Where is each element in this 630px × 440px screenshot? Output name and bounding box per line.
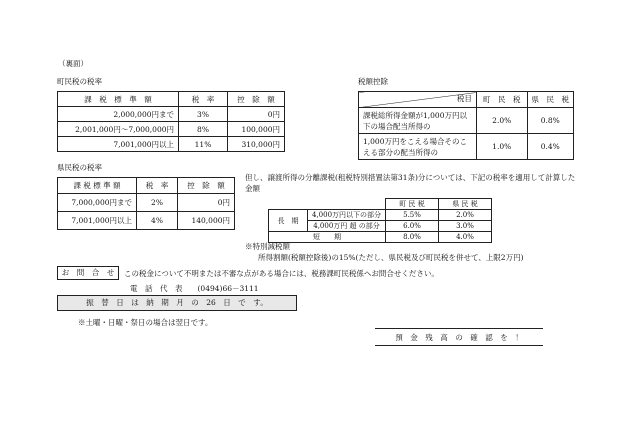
town-tax-table (57, 91, 285, 152)
prefecture-tax-title: 県民税の税率 (57, 163, 102, 172)
transfer-col-town: 町 民 税 (386, 199, 439, 210)
contact-phone: 電 話 代 表 (0494)66－3111 (130, 284, 259, 293)
table-row: 課税総所得金額が1,000万円以下の場合配当所得の 2.0% 0.8% (359, 108, 574, 134)
contact-text: この税金について不明または不審な点がある場合には、税務課町民税係へお問合せください。 (124, 269, 439, 278)
deduction-title: 税額控除 (358, 77, 388, 86)
table-row: 4,000万円 超 の部分 6.0% 3.0% (269, 221, 492, 232)
table-row: 7,000,000円まで 2% 0円 (58, 194, 235, 212)
table-row: 7,001,000円以上 4% 140,000円 (58, 212, 235, 230)
town-col-rate: 税 率 (179, 92, 228, 107)
balance-notice: 預 金 残 高 の 確 認 を ！ (395, 333, 523, 342)
deduction-corner-label: 税目 (359, 92, 477, 108)
deduction-col-pref: 県 民 税 (527, 92, 574, 108)
town-col-base: 課 税 標 準 額 (58, 92, 179, 107)
long-term-label: 長 期 (269, 210, 308, 232)
pref-col-deduction: 控 除 額 (178, 178, 235, 194)
prefecture-tax-table (57, 177, 235, 230)
transfer-day-notice: 振 替 日 は 納 期 月 の 26 日 で す。 (57, 295, 297, 311)
pref-col-rate: 税 率 (137, 178, 178, 194)
deduction-table (358, 91, 574, 160)
table-row: 短 期 8.0% 4.0% (269, 232, 492, 243)
back-side-label: （裏面） (58, 59, 88, 68)
holiday-note: ※土曜・日曜・祭日の場合は翌日です。 (78, 318, 213, 327)
transfer-note: 但し、譲渡所得の分離課税(租税特別措置法第31条)分については、下記の税率を適用して計算した金額 (245, 173, 576, 193)
pref-col-base: 課 税 標 準 額 (58, 178, 137, 194)
special-reduction-title: ※特別減税額 (245, 242, 290, 251)
transfer-table (268, 198, 492, 243)
special-reduction-text: 所得割額(税額控除後)の15%(ただし、県民税及び町民税を併せて、上限2万円) (258, 253, 524, 262)
table-row: 7,001,000円以上 11% 310,000円 (58, 137, 285, 152)
town-col-deduction: 控 除 額 (228, 92, 285, 107)
town-tax-title: 町民税の税率 (57, 77, 102, 86)
table-row: 長 期 4,000万円以下の部分 5.5% 2.0% (269, 210, 492, 221)
balance-bottom-line (375, 345, 543, 346)
table-row: 2,001,000円～7,000,000円 8% 100,000円 (58, 122, 285, 137)
table-row: 1,000万円をこえる場合そのこえる部分の配当所得の 1.0% 0.4% (359, 134, 574, 160)
balance-top-line (375, 328, 543, 329)
deduction-col-town: 町 民 税 (476, 92, 527, 108)
transfer-col-pref: 県 民 税 (439, 199, 492, 210)
contact-label: お 問 合 せ (57, 266, 119, 280)
table-row: 2,000,000円まで 3% 0円 (58, 107, 285, 122)
